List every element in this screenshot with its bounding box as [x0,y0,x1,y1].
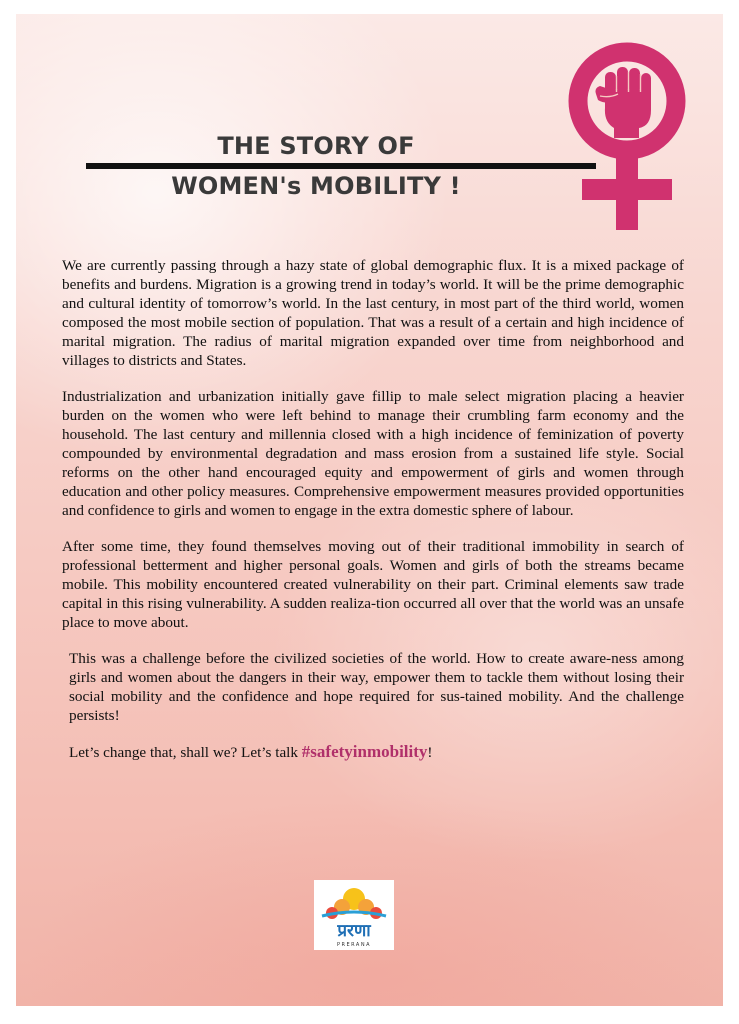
paragraph-1: We are currently passing through a hazy state of global demographic flux. It is a mixed package of benefits and burdens. Migration is a growing trend in today’s world. It will be the prime demographic and cultural identity of tomorrow’s world. In the last century, in most part of the third world, women composed the most mobile section of population. That was a result of a certain and high incidence of marital migration. The radius of marital migration expanded over time from neighborhood and villages to districts and States. [62,257,684,369]
poster-page [16,14,723,1006]
body-text [62,256,684,779]
title-line-1: THE STORY OF [217,132,415,160]
closing-end: ! [427,744,433,761]
paragraph-2: Industrialization and urbanization initially gave fillip to male select migration placing a heavier burden on the women who were left behind to manage their crumbling farm economy and the household. The last century and millennia closed with a high incidence of feminization of poverty compounded by environmental degradation and mass erosion from a sustained life style. Social reforms on the other hand encouraged equity and empowerment of girls and women through education and other policy measures. Comprehensive empowerment measures provided opportunities and confidence to girls and women to engage in the extra domestic sphere of labour. [62,388,684,519]
hashtag-link[interactable]: #safetyinmobility [301,742,428,761]
closing-line [62,742,684,762]
page-title [136,132,496,200]
prerana-logo [314,880,394,950]
paragraph-3: After some time, they found themselves moving out of their traditional immobility in search of professional betterment and higher personal goals. Women and girls of both the streams became mobile. This mobility encountered created vulnerability on their part. Criminal elements saw trade capital in this rising vulnerability. A sudden realiza-tion occurred all over that the world was an unsafe place to move about. [62,538,684,631]
closing-text: Let’s change that, shall we? Let’s talk [69,744,302,761]
title-line-2: WOMEN's MOBILITY ! [171,172,461,200]
paragraph-4: This was a challenge before the civilized societies of the world. How to create aware-ness among girls and women about the dangers in their way, empower them to tackle them without losing their social mobility and the confidence and hope required for sus-tained mobility. And the challenge persists! [69,650,684,724]
feminist-fist-venus-icon [552,36,702,236]
logo-subtext: PRERANA [336,942,372,948]
logo-text: प्ररणा [337,921,371,941]
